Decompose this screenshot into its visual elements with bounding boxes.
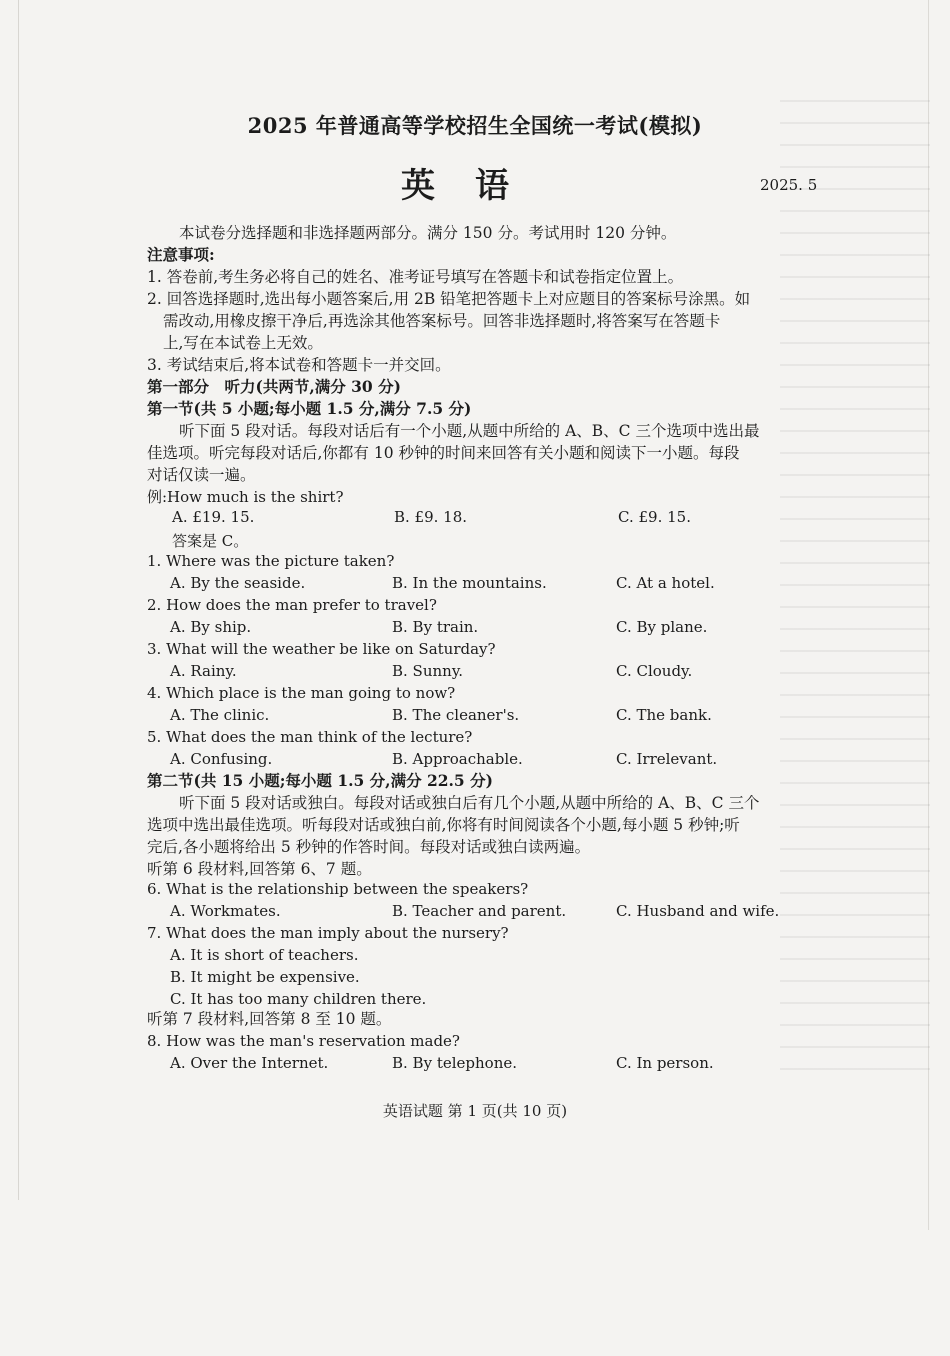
q7-option-b: B. It might be expensive.	[170, 968, 360, 986]
notice-1: 1. 答卷前,考生务必将自己的姓名、准考证号填写在答题卡和试卷指定位置上。	[147, 268, 684, 286]
example-option-b: B. £9. 18.	[394, 508, 468, 526]
q3-option-c: C. Cloudy.	[616, 662, 693, 680]
q2-option-b: B. By train.	[392, 618, 479, 636]
question-3: 3. What will the weather be like on Saturday?	[147, 640, 496, 658]
section2-desc-c: 完后,各小题将给出 5 秒钟的作答时间。每段对话或独白读两遍。	[147, 838, 591, 856]
part1-title: 第一部分 听力(共两节,满分 30 分)	[147, 377, 401, 396]
q2-option-c: C. By plane.	[616, 618, 708, 636]
q4-option-a: A. The clinic.	[170, 706, 270, 724]
q5-option-a: A. Confusing.	[170, 750, 273, 768]
q3-option-a: A. Rainy.	[170, 662, 237, 680]
q7-option-c: C. It has too many children there.	[170, 990, 427, 1008]
exam-title: 2025 年普通高等学校招生全国统一考试(模拟)	[247, 113, 703, 138]
q5-option-c: C. Irrelevant.	[616, 750, 718, 768]
q1-option-b: B. In the mountains.	[392, 574, 547, 592]
q7-option-a: A. It is short of teachers.	[170, 946, 359, 964]
q8-option-a: A. Over the Internet.	[170, 1054, 329, 1072]
notice-title: 注意事项:	[147, 245, 215, 264]
question-8: 8. How was the man's reservation made?	[147, 1032, 460, 1050]
question-4: 4. Which place is the man going to now?	[147, 684, 456, 702]
q8-option-c: C. In person.	[616, 1054, 714, 1072]
q8-option-b: B. By telephone.	[392, 1054, 518, 1072]
question-5: 5. What does the man think of the lecture?	[147, 728, 473, 746]
subject-heading: 英语	[401, 166, 549, 206]
q3-option-b: B. Sunny.	[392, 662, 464, 680]
section2-desc-b: 选项中选出最佳选项。听每段对话或独白前,你将有时间阅读各个小题,每小题 5 秒钟;听	[147, 816, 740, 834]
section1-desc-c: 对话仅读一遍。	[147, 466, 256, 484]
example-option-a: A. £19. 15.	[172, 508, 255, 526]
section1-title: 第一节(共 5 小题;每小题 1.5 分,满分 7.5 分)	[147, 399, 472, 418]
intro-text: 本试卷分选择题和非选择题两部分。满分 150 分。考试用时 120 分钟。	[179, 224, 677, 242]
example-question: 例:How much is the shirt?	[147, 488, 344, 506]
notice-2b: 需改动,用橡皮擦干净后,再选涂其他答案标号。回答非选择题时,将答案写在答题卡	[163, 312, 721, 330]
material-7-heading: 听第 7 段材料,回答第 8 至 10 题。	[147, 1010, 392, 1028]
example-option-c: C. £9. 15.	[618, 508, 691, 526]
notice-2c: 上,写在本试卷上无效。	[163, 334, 323, 352]
q1-option-a: A. By the seaside.	[170, 574, 306, 592]
example-answer: 答案是 C。	[172, 532, 249, 550]
question-7: 7. What does the man imply about the nursery?	[147, 924, 509, 942]
question-1: 1. Where was the picture taken?	[147, 552, 395, 570]
q5-option-b: B. Approachable.	[392, 750, 523, 768]
material-6-heading: 听第 6 段材料,回答第 6、7 题。	[147, 860, 372, 878]
section1-desc-a: 听下面 5 段对话。每段对话后有一个小题,从题中所给的 A、B、C 三个选项中选出最	[179, 422, 760, 440]
section2-title: 第二节(共 15 小题;每小题 1.5 分,满分 22.5 分)	[147, 771, 493, 790]
page-footer: 英语试题 第 1 页(共 10 页)	[382, 1102, 568, 1120]
q4-option-b: B. The cleaner's.	[392, 706, 520, 724]
exam-date: 2025. 5	[760, 176, 818, 194]
notice-2a: 2. 回答选择题时,选出每小题答案后,用 2B 铅笔把答题卡上对应题目的答案标号涂黑。如	[147, 290, 751, 308]
q6-option-a: A. Workmates.	[170, 902, 281, 920]
section2-desc-a: 听下面 5 段对话或独白。每段对话或独白后有几个小题,从题中所给的 A、B、C 三个	[179, 794, 760, 812]
q4-option-c: C. The bank.	[616, 706, 712, 724]
notice-3: 3. 考试结束后,将本试卷和答题卡一并交回。	[147, 356, 451, 374]
q1-option-c: C. At a hotel.	[616, 574, 715, 592]
question-6: 6. What is the relationship between the speakers?	[147, 880, 529, 898]
q6-option-b: B. Teacher and parent.	[392, 902, 567, 920]
question-2: 2. How does the man prefer to travel?	[147, 596, 437, 614]
section1-desc-b: 佳选项。听完每段对话后,你都有 10 秒钟的时间来回答有关小题和阅读下一小题。每段	[147, 444, 740, 462]
q2-option-a: A. By ship.	[170, 618, 252, 636]
q6-option-c: C. Husband and wife.	[616, 902, 780, 920]
